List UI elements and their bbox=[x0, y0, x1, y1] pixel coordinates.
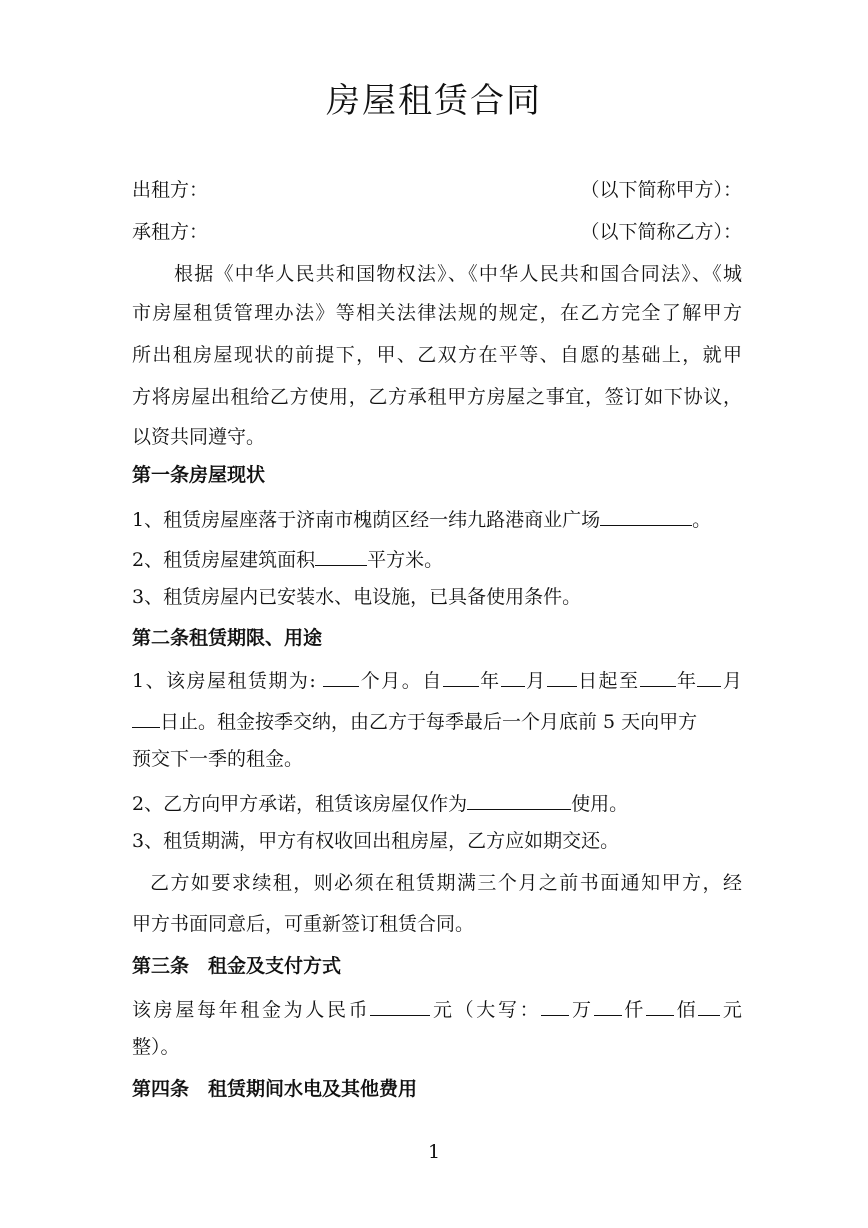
lessee-label: 承租方： bbox=[132, 221, 209, 243]
preamble-line-4: 方将房屋出租给乙方使用，乙方承租甲方房屋之事宜，签订如下协议， bbox=[132, 386, 742, 408]
article2-item1-line3: 预交下一季的租金。 bbox=[132, 748, 304, 770]
preamble-line-5: 以资共同遵守。 bbox=[132, 426, 266, 448]
article4-heading: 第四条 租赁期间水电及其他费用 bbox=[132, 1078, 418, 1100]
usage-blank bbox=[467, 787, 571, 810]
start-month-blank bbox=[501, 664, 525, 687]
lessee-note: （以下简称乙方）： bbox=[580, 221, 742, 243]
renewal-line-1: 乙方如要求续租，则必须在租赁期满三个月之前书面通知甲方，经 bbox=[150, 872, 742, 894]
renewal-line-2: 甲方书面同意后，可重新签订租赁合同。 bbox=[132, 913, 475, 935]
term-month-1: 月 bbox=[524, 670, 547, 692]
lessor-line bbox=[132, 176, 742, 204]
start-day-blank bbox=[547, 664, 577, 687]
preamble-line-1: 根据《中华人民共和国物权法》、《中华人民共和国合同法》、《城 bbox=[174, 263, 742, 285]
start-year-blank bbox=[443, 664, 479, 687]
lessee-line bbox=[132, 218, 742, 246]
rent-qian: 仟 bbox=[621, 999, 646, 1021]
article1-item1-text: 1、租赁房屋座落于济南市槐荫区经一纬九路港商业广场 bbox=[132, 509, 601, 531]
preamble-line-3: 所出租房屋现状的前提下，甲、乙双方在平等、自愿的基础上，就甲 bbox=[132, 344, 742, 366]
term-label: 1、该房屋租赁期为: bbox=[132, 670, 316, 692]
rent-amount-blank bbox=[370, 993, 430, 1016]
article3-heading: 第三条 租金及支付方式 bbox=[132, 955, 342, 977]
end-month-blank bbox=[697, 664, 721, 687]
yuan-blank bbox=[698, 993, 720, 1016]
end-year-blank bbox=[640, 664, 676, 687]
qian-blank bbox=[594, 993, 622, 1016]
lessor-label: 出租方： bbox=[132, 179, 209, 201]
term-year-2: 年 bbox=[675, 670, 698, 692]
article2-item2-text: 2、乙方向甲方承诺，租赁该房屋仅作为 bbox=[132, 793, 468, 815]
term-months: 个月。自 bbox=[359, 670, 443, 692]
rent-capital-label: 元（大写： bbox=[430, 999, 542, 1021]
article2-item2 bbox=[132, 787, 742, 818]
article2-item1-line1 bbox=[132, 664, 742, 695]
preamble-line-2: 市房屋租赁管理办法》等相关法律法规的规定，在乙方完全了解甲方 bbox=[132, 302, 742, 324]
article2-heading: 第二条租赁期限、用途 bbox=[132, 627, 323, 649]
article1-item3: 3、租赁房屋内已安装水、电设施，已具备使用条件。 bbox=[132, 586, 582, 608]
location-blank bbox=[600, 503, 692, 526]
article1-item1-end: 。 bbox=[692, 509, 712, 531]
rent-text: 该房屋每年租金为人民币 bbox=[132, 999, 371, 1021]
page-number: 1 bbox=[427, 1141, 441, 1163]
rent-line-2: 整）。 bbox=[132, 1036, 180, 1058]
bai-blank bbox=[646, 993, 674, 1016]
rent-line-1 bbox=[132, 993, 742, 1024]
months-blank bbox=[323, 664, 359, 687]
rent-bai: 佰 bbox=[673, 999, 699, 1021]
article1-heading: 第一条房屋现状 bbox=[132, 464, 266, 486]
term-end-text: 日止。租金按季交纳，由乙方于每季最后一个月底前 5 天向甲方 bbox=[160, 711, 698, 733]
article1-item2-end: 平方米。 bbox=[367, 549, 444, 571]
article1-item2-text: 2、租赁房屋建筑面积 bbox=[132, 549, 316, 571]
term-start: 日起至 bbox=[576, 670, 640, 692]
lessor-note: （以下简称甲方）： bbox=[580, 179, 742, 201]
area-blank bbox=[315, 543, 367, 566]
wan-blank bbox=[541, 993, 569, 1016]
article2-item1-line2 bbox=[132, 705, 742, 736]
rent-wan: 万 bbox=[569, 999, 594, 1021]
term-year-1: 年 bbox=[478, 670, 501, 692]
term-month-2: 月 bbox=[721, 670, 742, 692]
rent-yuan: 元 bbox=[720, 999, 742, 1021]
article2-item3: 3、租赁期满，甲方有权收回出租房屋，乙方应如期交还。 bbox=[132, 830, 620, 852]
document-title: 房屋租赁合同 bbox=[326, 81, 542, 121]
end-day-blank bbox=[132, 705, 160, 728]
article2-item2-end: 使用。 bbox=[571, 793, 629, 815]
article1-item1 bbox=[132, 503, 742, 534]
article1-item2 bbox=[132, 543, 742, 574]
